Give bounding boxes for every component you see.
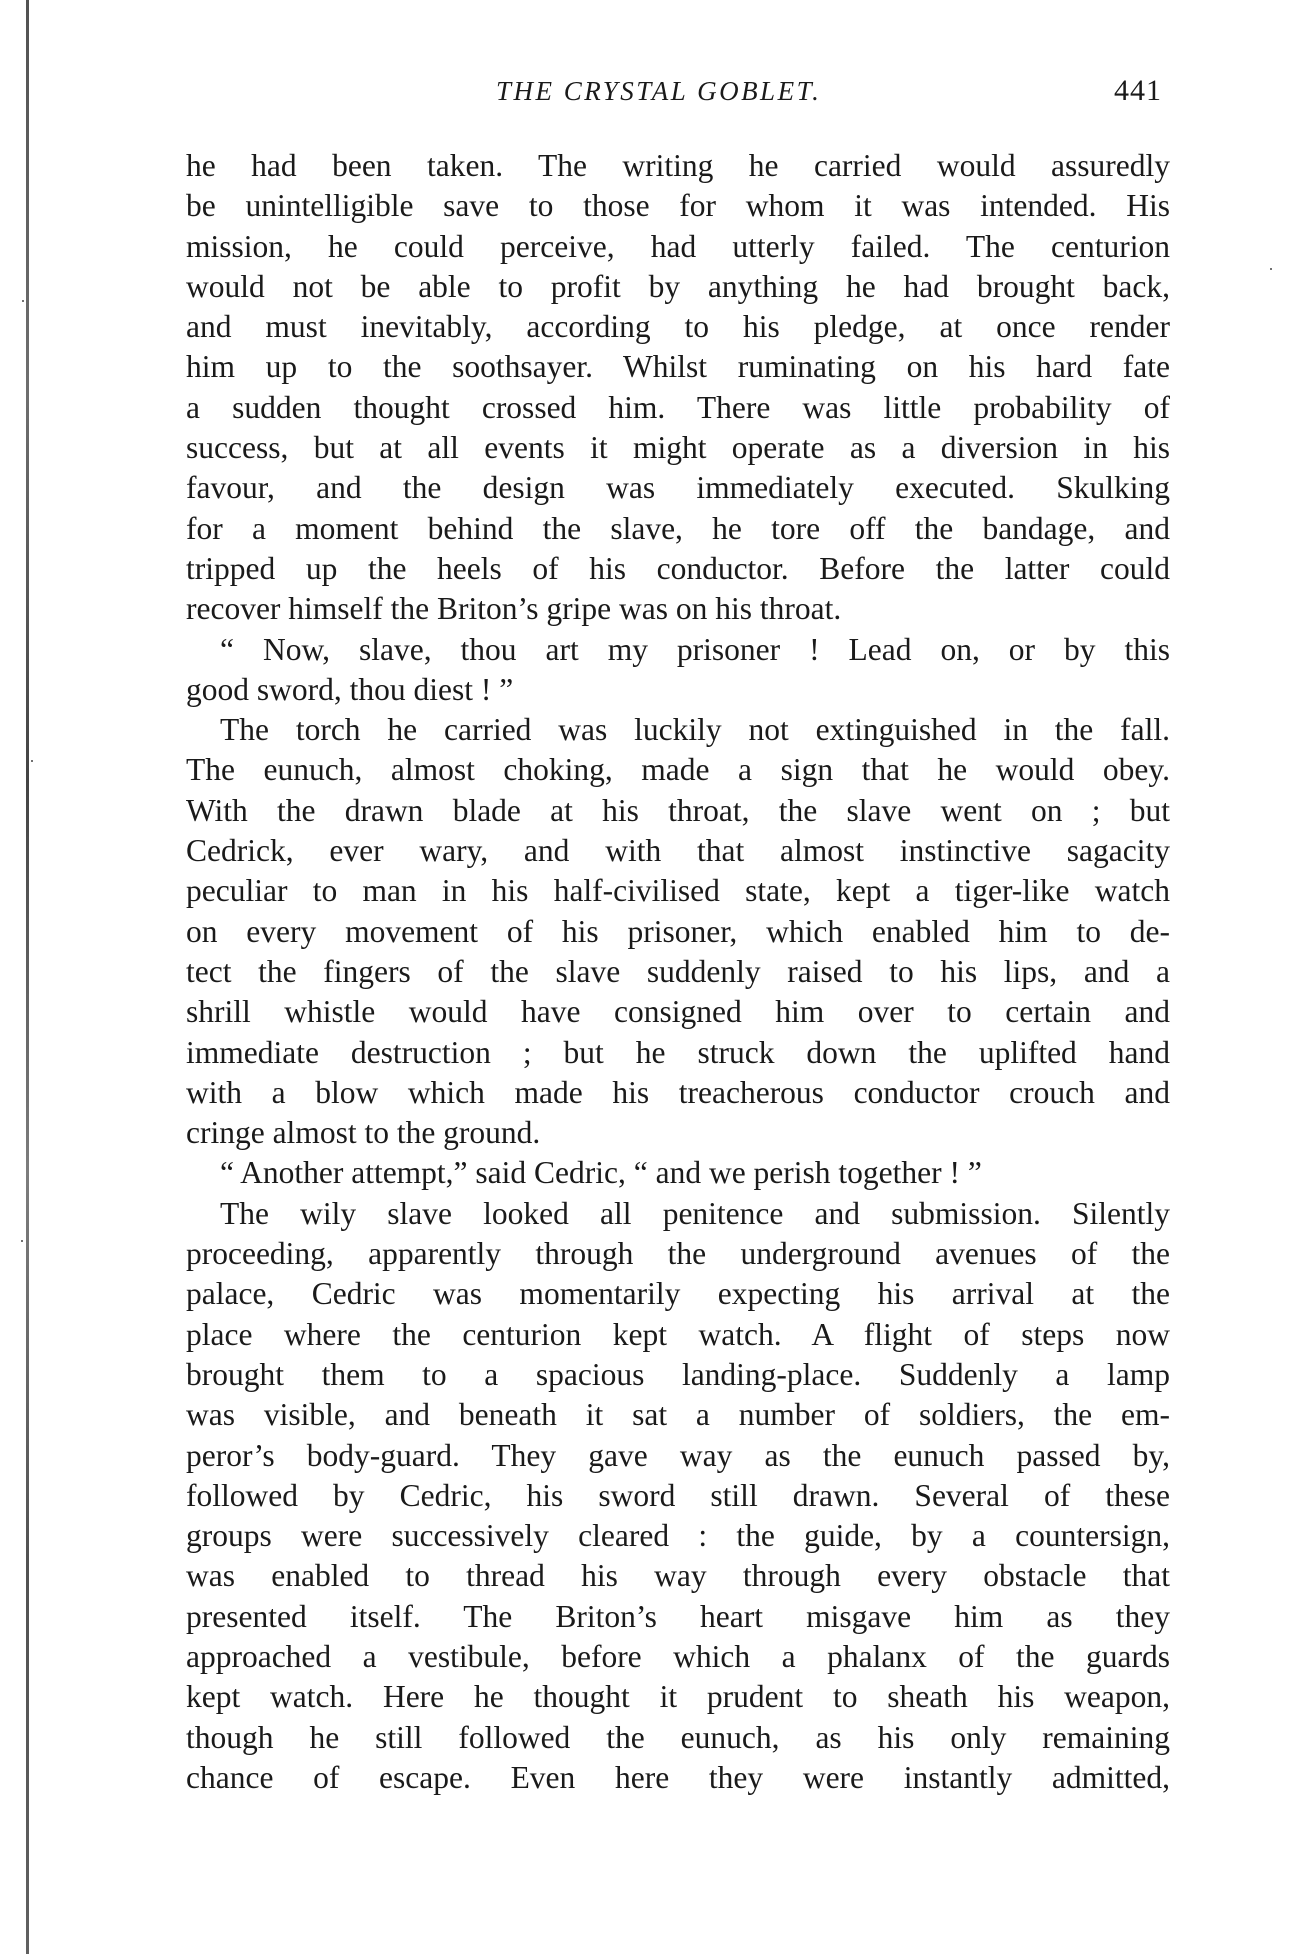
text-line: him up to the soothsayer. Whilst ruminating on his hard fate	[186, 349, 1170, 385]
text-line: though he still followed the eunuch, as his only remaining	[186, 1719, 1170, 1755]
text-line: recover himself the Briton’s gripe was on his throat.	[186, 591, 842, 627]
binding-gutter-line	[26, 0, 29, 1954]
text-line: was visible, and beneath it sat a number of soldiers, the em-	[186, 1397, 1170, 1433]
text-line: be unintelligible save to those for whom it was intended. His	[186, 188, 1170, 224]
gutter-speck	[31, 760, 33, 762]
text-line: success, but at all events it might operate as a diversion in his	[186, 430, 1170, 466]
text-line: kept watch. Here he thought it prudent to sheath his weapon,	[186, 1679, 1170, 1715]
text-line: palace, Cedric was momentarily expecting his arrival at the	[186, 1276, 1170, 1312]
gutter-speck	[1270, 268, 1272, 270]
text-line: shrill whistle would have consigned him over to certain and	[186, 994, 1170, 1030]
text-line: mission, he could perceive, had utterly failed. The centurion	[186, 228, 1170, 264]
text-line: With the drawn blade at his throat, the slave went on ; but	[186, 792, 1170, 828]
text-line: peror’s body-guard. They gave way as the eunuch passed by,	[186, 1437, 1170, 1473]
text-line: place where the centurion kept watch. A flight of steps now	[186, 1316, 1170, 1352]
text-line: The torch he carried was luckily not extinguished in the fall.	[220, 712, 1170, 748]
text-line: immediate destruction ; but he struck down the uplifted hand	[186, 1034, 1170, 1070]
text-line: good sword, thou diest ! ”	[186, 671, 514, 707]
text-line: proceeding, apparently through the underground avenues of the	[186, 1236, 1170, 1272]
text-line: would not be able to profit by anything he had brought back,	[186, 268, 1170, 304]
text-line: followed by Cedric, his sword still drawn. Several of these	[186, 1477, 1170, 1513]
text-line: for a moment behind the slave, he tore off the bandage, and	[186, 510, 1170, 546]
text-line: with a blow which made his treacherous conductor crouch and	[186, 1074, 1170, 1110]
text-line: groups were successively cleared : the guide, by a countersign,	[186, 1518, 1170, 1554]
text-line: presented itself. The Briton’s heart misgave him as they	[186, 1598, 1170, 1634]
running-head: THE CRYSTAL GOBLET.	[496, 76, 822, 106]
text-line: favour, and the design was immediately executed. Skulking	[186, 470, 1170, 506]
text-line: The wily slave looked all penitence and submission. Silently	[220, 1195, 1170, 1231]
text-line: “ Another attempt,” said Cedric, “ and we perish together ! ”	[220, 1155, 982, 1191]
text-line: cringe almost to the ground.	[186, 1115, 541, 1151]
text-line: Cedrick, ever wary, and with that almost instinctive sagacity	[186, 833, 1170, 869]
body-text	[186, 146, 1170, 1798]
text-line: on every movement of his prisoner, which enabled him to de-	[186, 913, 1170, 949]
text-line: tripped up the heels of his conductor. Before the latter could	[186, 550, 1170, 586]
text-line: was enabled to thread his way through every obstacle that	[186, 1558, 1170, 1594]
text-line: “ Now, slave, thou art my prisoner ! Lead on, or by this	[220, 631, 1170, 667]
text-line: a sudden thought crossed him. There was little probability of	[186, 389, 1170, 425]
gutter-speck	[22, 300, 24, 302]
text-line: chance of escape. Even here they were instantly admitted,	[186, 1759, 1170, 1795]
text-line: The eunuch, almost choking, made a sign that he would obey.	[186, 752, 1170, 788]
page-header	[190, 76, 1170, 116]
text-line: and must inevitably, according to his pledge, at once render	[186, 309, 1170, 345]
gutter-speck	[21, 1240, 23, 1242]
text-line: brought them to a spacious landing-place. Suddenly a lamp	[186, 1356, 1170, 1392]
page-number: 441	[1114, 74, 1162, 107]
text-line: tect the fingers of the slave suddenly raised to his lips, and a	[186, 953, 1170, 989]
text-line: peculiar to man in his half-civilised state, kept a tiger-like watch	[186, 873, 1170, 909]
text-line: approached a vestibule, before which a phalanx of the guards	[186, 1638, 1170, 1674]
text-line: he had been taken. The writing he carried would assuredly	[186, 148, 1170, 183]
